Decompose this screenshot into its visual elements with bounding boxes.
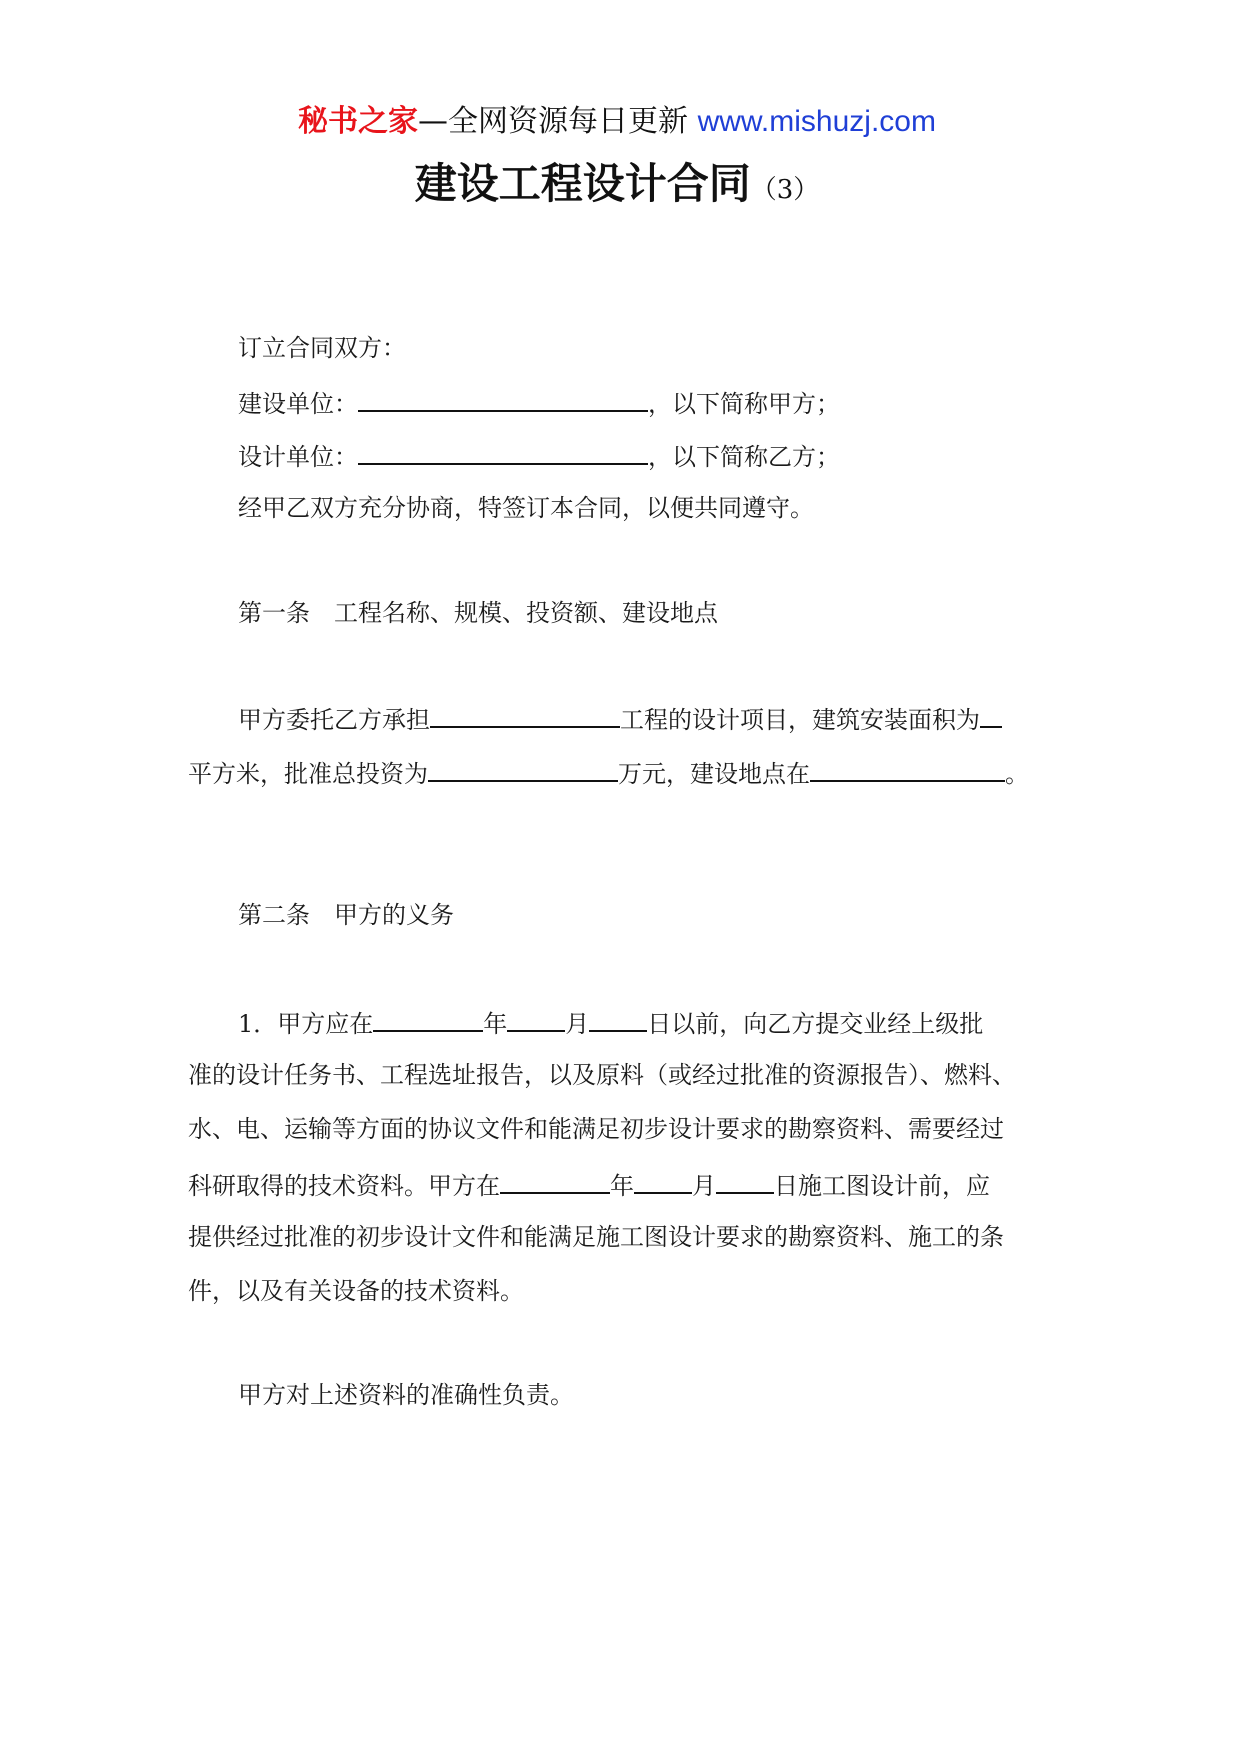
parties-intro: 订立合同双方：: [238, 334, 406, 362]
investment-blank: [428, 754, 618, 782]
title-main: 建设工程设计合同: [414, 159, 751, 208]
site-banner: [0, 102, 1234, 142]
month-blank-1: [507, 1004, 565, 1032]
designer-blank: [358, 437, 648, 465]
year-blank-1: [373, 1004, 483, 1032]
project-name-blank: [430, 700, 620, 728]
client-line: 建设单位： ，以下简称甲方；: [238, 384, 840, 421]
article-2-line-2: 准的设计任务书、工程选址报告，以及原料（或经过批准的资源报告）、燃料、: [188, 1061, 1016, 1089]
brand-slogan: —全网资源每日更新: [418, 104, 689, 139]
article-2-line-6: 件，以及有关设备的技术资料。: [188, 1277, 524, 1305]
article-2-line-5: 提供经过批准的初步设计文件和能满足施工图设计要求的勘察资料、施工的条: [188, 1223, 1004, 1251]
designer-line: 设计单位： ，以下简称乙方；: [238, 437, 840, 474]
article-1-line-1: 甲方委托乙方承担 工程的设计项目，建筑安装面积为: [238, 700, 1002, 737]
article-1-line-2: 平方米，批准总投资为 万元，建设地点在 。: [188, 754, 1029, 791]
year-blank-2: [500, 1166, 610, 1194]
brand-name: 秘书之家: [298, 104, 419, 139]
location-blank: [810, 754, 1005, 782]
area-blank: [980, 700, 1002, 728]
site-url-link[interactable]: www.mishuzj.com: [697, 105, 936, 138]
article-2-line-3: 水、电、运输等方面的协议文件和能满足初步设计要求的勘察资料、需要经过: [188, 1115, 1004, 1143]
client-blank: [358, 384, 648, 412]
article-2-line-1: 1．甲方应在 年 月 日以前，向乙方提交业经上级批: [238, 1004, 983, 1041]
title-number: （3）: [750, 175, 820, 205]
article-1-heading: 第一条 工程名称、规模、投资额、建设地点: [238, 599, 718, 627]
day-blank-1: [589, 1004, 647, 1032]
responsibility-line: 甲方对上述资料的准确性负责。: [238, 1381, 574, 1409]
article-2-line-4: 科研取得的技术资料。甲方在 年 月 日施工图设计前，应: [188, 1166, 990, 1203]
month-blank-2: [634, 1166, 692, 1194]
document-title: [0, 158, 1234, 219]
day-blank-2: [716, 1166, 774, 1194]
article-2-heading: 第二条 甲方的义务: [238, 901, 454, 929]
agreement-line: 经甲乙双方充分协商，特签订本合同，以便共同遵守。: [238, 494, 814, 522]
